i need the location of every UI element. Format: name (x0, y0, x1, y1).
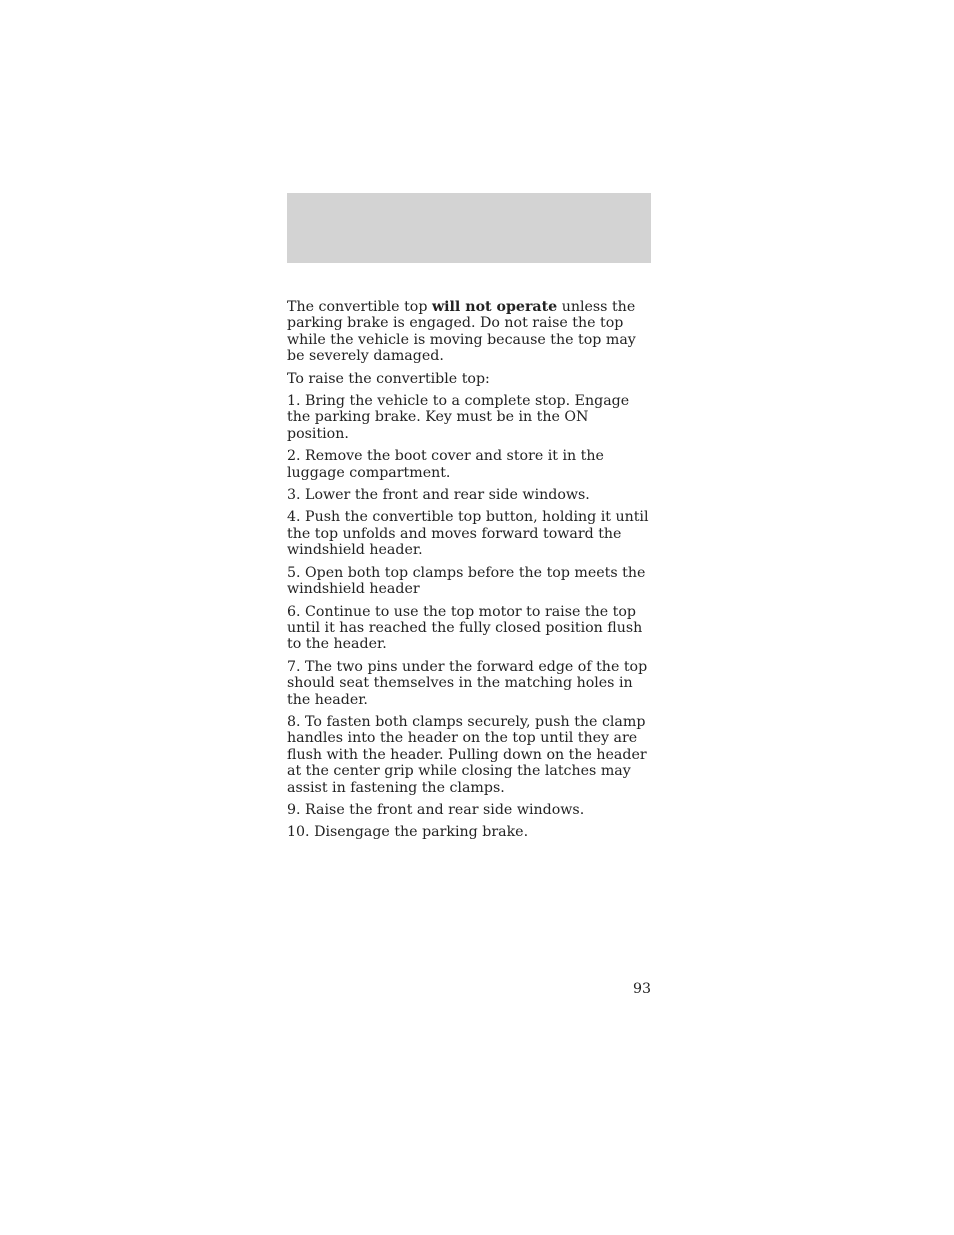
step-2: 2. Remove the boot cover and store it in the luggage compartment. (287, 448, 604, 481)
step-7: 7. The two pins under the forward edge of the top should seat themselves in the matching holes in the header. (287, 658, 648, 708)
intro-bold-warning: will not operate (431, 299, 558, 315)
step-1: 1. Bring the vehicle to a complete stop. Engage the parking brake. Key must be in the ON position. (287, 393, 630, 442)
step-6: 6. Continue to use the top motor to raise the top until it has reached the fully closed position flush to the header. (287, 603, 643, 653)
step-5: 5. Open both top clamps before the top meets the windshield header (287, 564, 646, 598)
intro-text-end: unless the parking brake is engaged. Do not raise the top while the vehicle is moving because the top may be severely damaged. (287, 299, 636, 365)
step-9: 9. Raise the front and rear side windows. (287, 801, 585, 818)
intro-text-start: The convertible top (287, 299, 432, 315)
step-3: 3. Lower the front and rear side windows. (287, 487, 590, 504)
section-header-band (287, 193, 651, 263)
lead-in-text: To raise the convertible top: (287, 370, 490, 387)
step-10: 10. Disengage the parking brake. (287, 824, 529, 841)
intro-paragraph (287, 299, 651, 365)
page-content (287, 299, 651, 847)
step-8: 8. To fasten both clamps securely, push the clamp handles into the header on the top until they are flush with the header. Pulling down on the header at the center grip while closing the latches may assist in fastening the clamps. (287, 713, 647, 796)
step-4: 4. Push the convertible top button, holding it until the top unfolds and moves forward toward the windshield header. (287, 509, 649, 559)
page-number: 93 (632, 981, 651, 997)
